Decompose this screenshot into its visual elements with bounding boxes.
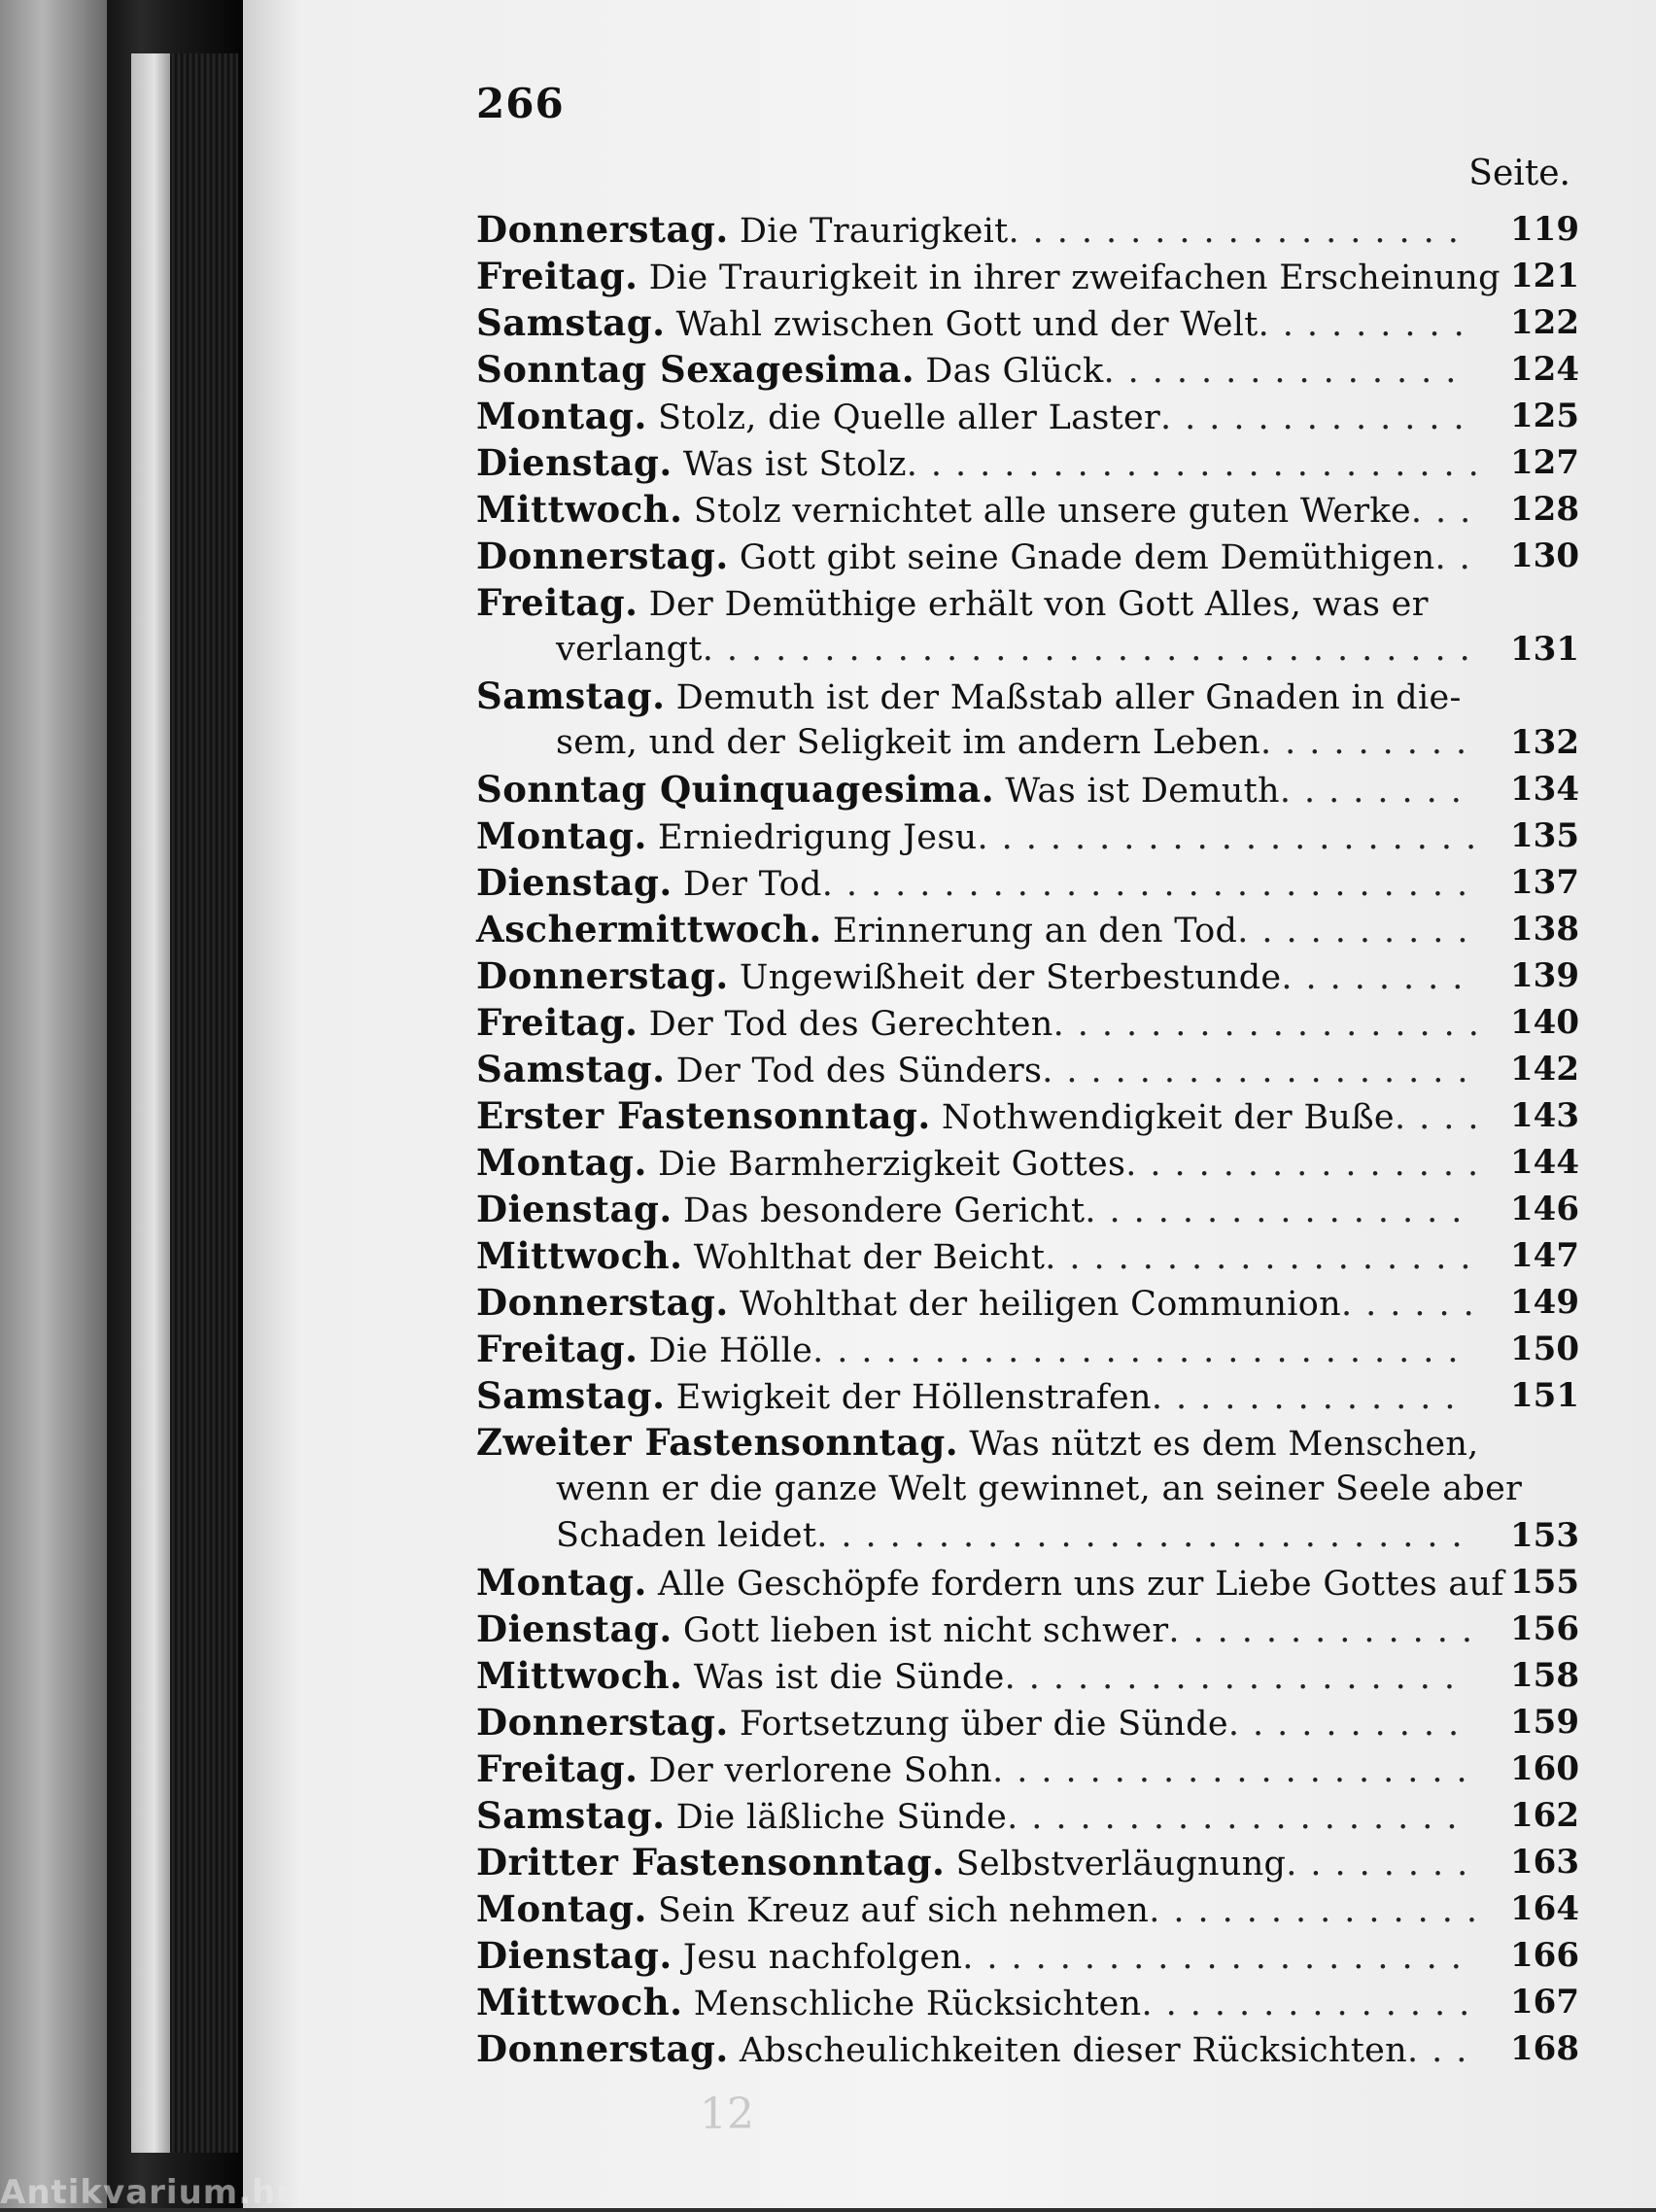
toc-page-number: 119	[1510, 210, 1579, 249]
leader-dots: ....	[1394, 1098, 1493, 1137]
seite-column-header: Seite.	[1468, 154, 1570, 193]
toc-page-number: 122	[1510, 303, 1579, 342]
leader-dots: ..................	[1042, 1052, 1482, 1090]
toc-day-label: Montag.	[476, 1561, 647, 1604]
toc-day-label: Dienstag.	[476, 1607, 673, 1650]
toc-page-number: 158	[1510, 1656, 1579, 1695]
toc-day-label: Mittwoch.	[476, 1654, 683, 1697]
toc-entry-title: Die Barmherzigkeit Gottes	[658, 1145, 1126, 1184]
toc-day-label: Montag.	[476, 1141, 647, 1184]
toc-entry-title: Erinnerung an den Tod	[832, 912, 1238, 950]
toc-day-label: Donnerstag.	[476, 1281, 729, 1324]
toc-line	[476, 766, 1579, 812]
toc-entry-title: Was nützt es dem Menschen,	[969, 1425, 1479, 1464]
toc-entry-title: Der Tod	[682, 865, 822, 904]
toc-entry-title: Stolz, die Quelle aller Laster	[658, 398, 1161, 437]
toc-line	[476, 1606, 1579, 1652]
toc-line	[476, 1512, 1579, 1559]
toc-day-label: Samstag.	[476, 1374, 666, 1417]
toc-day-label: Montag.	[476, 1887, 647, 1930]
toc-page-number: 137	[1510, 863, 1579, 902]
toc-line	[476, 1979, 1579, 2025]
toc-line	[476, 1326, 1579, 1372]
toc-day-label: Dienstag.	[476, 861, 673, 904]
toc-entry-title: Gott lieben ist nicht schwer	[682, 1611, 1169, 1650]
background-left	[0, 0, 107, 2208]
leader-dots: .....................	[977, 818, 1491, 857]
toc-page-number: 167	[1510, 1983, 1579, 2022]
toc-day-label: Dienstag.	[476, 1188, 673, 1230]
toc-line	[476, 206, 1579, 253]
leader-dots: ..................	[1052, 1005, 1493, 1044]
toc-line	[476, 1652, 1579, 1699]
toc-line	[476, 486, 1579, 533]
leader-dots: ...........................	[821, 865, 1482, 904]
toc-line	[476, 1466, 1579, 1512]
toc-page-number: 147	[1510, 1236, 1579, 1275]
toc-day-label: Mittwoch.	[476, 1981, 683, 2023]
toc-entry-title: Wohlthat der heiligen Communion	[739, 1285, 1341, 1324]
toc-day-label: Freitag.	[476, 1328, 638, 1370]
toc-line	[476, 1885, 1579, 1932]
toc-day-label: Aschermittwoch.	[476, 908, 822, 950]
spine-page-strip	[131, 53, 170, 2153]
toc-line	[476, 1372, 1579, 1419]
toc-page-number: 121	[1510, 257, 1579, 295]
toc-entry-title: Das Glück	[925, 352, 1104, 391]
toc-page-number: 166	[1510, 1936, 1579, 1975]
leader-dots: ..............	[1141, 1985, 1484, 2023]
toc-page-number: 153	[1510, 1516, 1579, 1555]
toc-entry-title: Der Demüthige erhält von Gott Alles, was er	[648, 585, 1429, 624]
toc-line	[476, 1092, 1579, 1139]
toc-day-label: Mittwoch.	[476, 1234, 683, 1277]
leader-dots: ................	[1085, 1192, 1476, 1230]
leader-dots: ........................	[906, 445, 1493, 484]
leader-dots: .............	[1151, 1378, 1469, 1417]
toc-entry-title: verlangt	[556, 630, 703, 669]
toc-day-label: Dienstag.	[476, 441, 673, 484]
toc-entry-title: Selbstverläugnung	[955, 1845, 1287, 1884]
leader-dots: .............	[1160, 398, 1478, 437]
toc-entry-title: Die Traurigkeit in ihrer zweifachen Erscheinung	[648, 259, 1501, 297]
leader-dots: ..........	[1237, 912, 1482, 950]
toc-page-number: 127	[1510, 443, 1579, 482]
toc-day-label: Samstag.	[476, 1048, 666, 1090]
toc-entry-title: Wahl zwischen Gott und der Welt	[675, 305, 1259, 344]
toc-day-label: Zweiter Fastensonntag.	[476, 1421, 959, 1464]
toc-day-label: Sonntag Quinquagesima.	[476, 768, 995, 811]
toc-day-label: Montag.	[476, 814, 647, 857]
leader-dots: ..............	[1149, 1891, 1491, 1930]
toc-line	[476, 533, 1579, 579]
watermark: Antikvarium.hu	[0, 2173, 301, 2212]
toc-page-number: 135	[1510, 816, 1579, 855]
toc-page-number: 162	[1510, 1796, 1579, 1835]
toc-page-number: 131	[1510, 630, 1579, 669]
toc-page-number: 160	[1510, 1749, 1579, 1788]
toc-page-number: 168	[1510, 2029, 1579, 2068]
page-edges	[170, 53, 238, 2153]
toc-entry-title: Ewigkeit der Höllenstrafen	[675, 1378, 1152, 1417]
toc-day-label: Donnerstag.	[476, 954, 729, 997]
toc-page-number: 156	[1510, 1609, 1579, 1648]
toc-entry-title: wenn er die ganze Welt gewinnet, an seiner Seele aber	[556, 1469, 1523, 1508]
toc-entry-title: Der Tod des Sünders	[675, 1052, 1043, 1090]
toc-page-number: 125	[1510, 397, 1579, 435]
toc-page-number: 149	[1510, 1283, 1579, 1322]
toc-line	[476, 2025, 1579, 2072]
toc-entry-title: Menschliche Rücksichten	[693, 1985, 1142, 2023]
leader-dots: .....................	[962, 1938, 1475, 1977]
toc-page-number: 130	[1510, 536, 1579, 575]
toc-page-number: 142	[1510, 1050, 1579, 1089]
toc-entry-title: Das besondere Gericht	[682, 1192, 1086, 1230]
toc-line	[476, 579, 1579, 626]
toc-entry-title: Erniedrigung Jesu	[658, 818, 978, 857]
toc-line	[476, 1279, 1579, 1326]
toc-line	[476, 1792, 1579, 1839]
toc-day-label: Sonntag Sexagesima.	[476, 348, 915, 391]
leader-dots: ........	[1286, 1845, 1482, 1884]
leader-dots: ..................	[1045, 1238, 1485, 1277]
toc-line	[476, 1139, 1579, 1186]
toc-line	[476, 1699, 1579, 1745]
leader-dots: ......	[1340, 1285, 1488, 1324]
page-number: 266	[476, 80, 565, 127]
toc-page-number: 138	[1510, 910, 1579, 949]
toc-page-number: 132	[1510, 723, 1579, 762]
toc-day-label: Freitag.	[476, 1747, 638, 1790]
leader-dots: ........	[1281, 958, 1477, 997]
toc-line	[476, 952, 1579, 999]
toc-line	[476, 393, 1579, 439]
toc-entry-title: Alle Geschöpfe fordern uns zur Liebe Gottes auf	[658, 1565, 1504, 1604]
toc-line	[476, 999, 1579, 1046]
toc-line	[476, 906, 1579, 952]
toc-entry-title: Die läßliche Sünde	[675, 1798, 1008, 1837]
toc-entry-title: Sein Kreuz auf sich nehmen	[658, 1891, 1150, 1930]
toc-entry-title: Gott gibt seine Gnade dem Demüthigen	[739, 538, 1435, 577]
toc-day-label: Donnerstag.	[476, 208, 729, 251]
leader-dots: .........	[1258, 305, 1478, 344]
toc-day-label: Freitag.	[476, 255, 638, 297]
toc-page-number: 151	[1510, 1376, 1579, 1415]
leader-dots: ........	[1279, 772, 1475, 811]
leader-dots: ..	[1434, 538, 1484, 577]
toc-line	[476, 1046, 1579, 1092]
toc-page-number: 143	[1510, 1096, 1579, 1135]
toc-page-number: 146	[1510, 1190, 1579, 1228]
toc-day-label: Freitag.	[476, 1001, 638, 1044]
toc-entry-title: Abscheulichkeiten dieser Rücksichten	[739, 2031, 1407, 2070]
toc-day-label: Erster Fastensonntag.	[476, 1094, 931, 1137]
toc-line	[476, 859, 1579, 906]
leader-dots: ...............	[1103, 352, 1470, 391]
leader-dots: .........	[1259, 723, 1481, 762]
toc-entry-title: Fortsetzung über die Sünde	[739, 1705, 1228, 1744]
toc-line	[476, 253, 1579, 299]
toc-day-label: Samstag.	[476, 301, 666, 344]
toc-page-number: 134	[1510, 770, 1579, 809]
leader-dots: ....................	[992, 1751, 1481, 1790]
leader-dots: ...	[1410, 492, 1485, 531]
toc-entry-title: Was ist Stolz	[682, 445, 907, 484]
toc-line	[476, 626, 1579, 673]
toc-line	[476, 1232, 1579, 1279]
toc-page-number: 163	[1510, 1843, 1579, 1882]
leader-dots: ...................	[1008, 212, 1472, 251]
bleed-through-number: 12	[700, 2090, 754, 2139]
toc-page-number: 155	[1510, 1563, 1579, 1602]
toc-entry-title: Schaden leidet	[556, 1516, 817, 1555]
toc-line	[476, 1745, 1579, 1792]
toc-line	[476, 1559, 1579, 1606]
toc-day-label: Donnerstag.	[476, 1701, 729, 1744]
toc-line	[476, 1932, 1579, 1979]
leader-dots: ...................	[1004, 1658, 1469, 1697]
toc-line	[476, 346, 1579, 393]
leader-dots: ..........	[1227, 1705, 1473, 1744]
toc-entry-title: Ungewißheit der Sterbestunde	[739, 958, 1282, 997]
leader-dots: ................................	[702, 630, 1484, 669]
toc-line	[476, 719, 1579, 766]
toc-page-number: 144	[1510, 1143, 1579, 1182]
toc-page-number: 128	[1510, 490, 1579, 529]
toc-page-number: 164	[1510, 1889, 1579, 1928]
toc-day-label: Dritter Fastensonntag.	[476, 1841, 946, 1884]
toc-entry-title: Der Tod des Gerechten	[648, 1005, 1053, 1044]
toc-entry-title: Die Traurigkeit	[739, 212, 1009, 251]
toc-line	[476, 1186, 1579, 1232]
toc-page-number: 139	[1510, 956, 1579, 995]
table-of-contents	[476, 206, 1579, 2072]
toc-entry-title: Die Hölle	[648, 1331, 813, 1370]
toc-day-label: Freitag.	[476, 581, 638, 624]
toc-page-number: 159	[1510, 1703, 1579, 1742]
toc-day-label: Samstag.	[476, 674, 666, 717]
toc-day-label: Donnerstag.	[476, 2027, 729, 2070]
toc-day-label: Montag.	[476, 395, 647, 437]
toc-page-number: 140	[1510, 1003, 1579, 1042]
toc-line	[476, 439, 1579, 486]
toc-entry-title: Wohlthat der Beicht	[693, 1238, 1046, 1277]
toc-page-number: 150	[1510, 1330, 1579, 1368]
toc-line	[476, 1419, 1579, 1466]
toc-line	[476, 1839, 1579, 1885]
toc-entry-title: Der verlorene Sohn	[648, 1751, 993, 1790]
toc-day-label: Samstag.	[476, 1794, 666, 1837]
toc-line	[476, 673, 1579, 719]
leader-dots: ...............	[1125, 1145, 1493, 1184]
leader-dots: ...	[1407, 2031, 1481, 2070]
toc-line	[476, 812, 1579, 859]
leader-dots: .............	[1168, 1611, 1487, 1650]
toc-entry-title: Nothwendigkeit der Buße	[941, 1098, 1395, 1137]
leader-dots: ...................	[1007, 1798, 1471, 1837]
toc-entry-title: Jesu nachfolgen	[682, 1938, 963, 1977]
toc-entry-title: sem, und der Seligkeit im andern Leben	[556, 723, 1260, 762]
toc-day-label: Donnerstag.	[476, 535, 729, 577]
toc-entry-title: Stolz vernichtet alle unsere guten Werke	[693, 492, 1411, 531]
toc-line	[476, 299, 1579, 346]
toc-day-label: Dienstag.	[476, 1934, 673, 1977]
toc-entry-title: Was ist die Sünde	[693, 1658, 1005, 1697]
toc-entry-title: Demuth ist der Maßstab aller Gnaden in die-	[675, 678, 1462, 717]
leader-dots: ...........................	[812, 1331, 1472, 1370]
toc-day-label: Mittwoch.	[476, 488, 683, 531]
toc-page-number: 124	[1510, 350, 1579, 389]
leader-dots: ...........................	[816, 1516, 1476, 1555]
toc-entry-title: Was ist Demuth	[1005, 772, 1280, 811]
